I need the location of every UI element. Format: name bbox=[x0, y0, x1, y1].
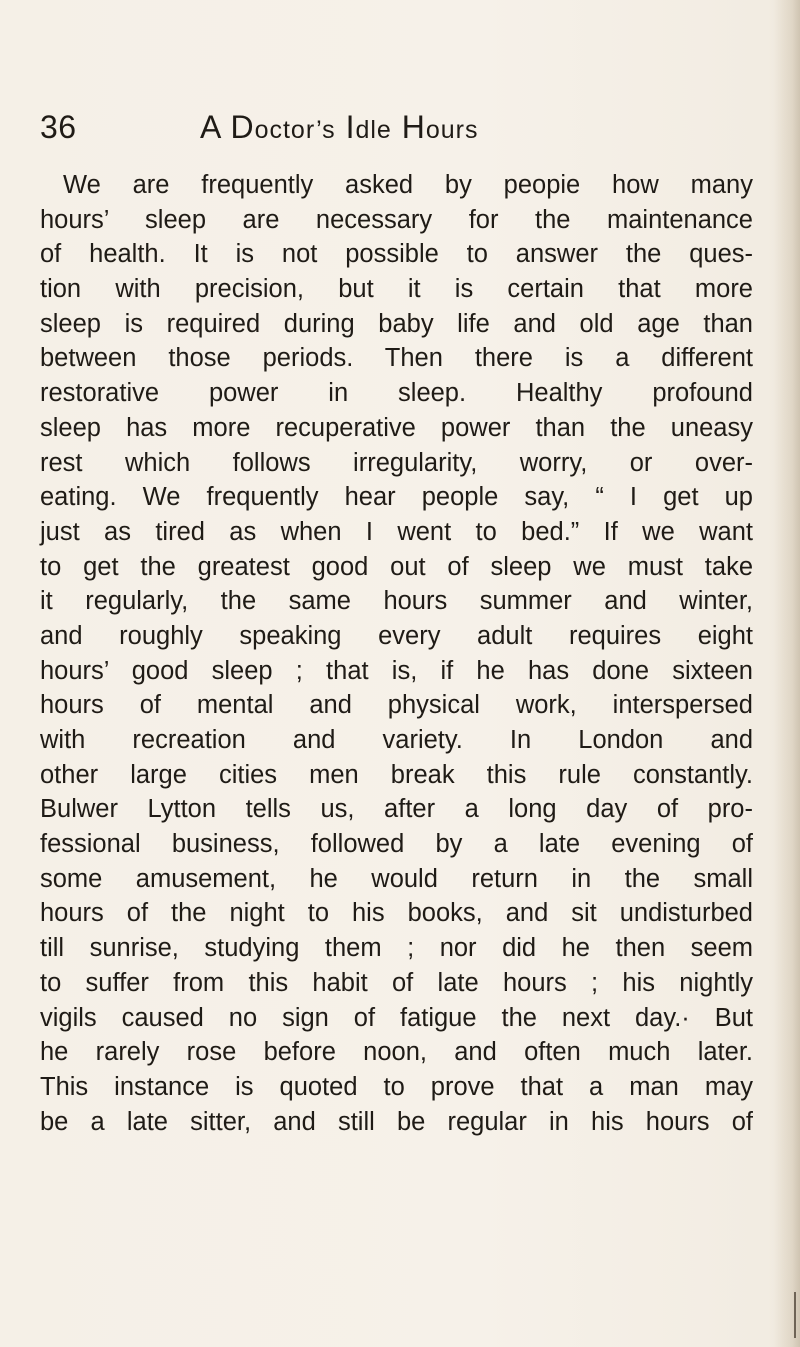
text-line: hours’ sleep are necessary for the maintenance bbox=[40, 205, 753, 234]
text-line: This instance is quoted to prove that a man may bbox=[40, 1072, 753, 1101]
body-paragraph bbox=[40, 168, 753, 1139]
title-word: Idle bbox=[345, 109, 392, 145]
page-edge-mark bbox=[794, 1292, 796, 1338]
text-line: some amusement, he would return in the small bbox=[40, 864, 753, 893]
text-line: it regularly, the same hours summer and winter, bbox=[40, 587, 753, 616]
text-line: of health. It is not possible to answer the ques- bbox=[40, 240, 753, 269]
text-line: hours of mental and physical work, interspersed bbox=[40, 691, 753, 720]
text-line: fessional business, followed by a late evening of bbox=[40, 830, 753, 859]
text-line: and roughly speaking every adult requires eight bbox=[40, 621, 753, 650]
page-edge-shadow bbox=[774, 0, 800, 1347]
title-word: Hours bbox=[401, 109, 479, 145]
text-line: vigils caused no sign of fatigue the next day.· But bbox=[40, 1003, 753, 1032]
title-word: A bbox=[200, 109, 221, 145]
text-line: till sunrise, studying them ; nor did he then seem bbox=[40, 934, 753, 963]
text-line: eating. We frequently hear people say, “ I get up bbox=[40, 483, 753, 512]
text-line: sleep has more recuperative power than the uneasy bbox=[40, 413, 753, 442]
text-line: with recreation and variety. In London and bbox=[40, 726, 753, 754]
title-word: Doctor’s bbox=[230, 109, 336, 145]
text-line: rest which follows irregularity, worry, or over- bbox=[40, 448, 753, 477]
text-line: hours of the night to his books, and sit undisturbed bbox=[40, 899, 753, 928]
text-line: other large cities men break this rule constantly. bbox=[40, 760, 753, 789]
text-line: Bulwer Lytton tells us, after a long day of pro- bbox=[40, 795, 753, 824]
text-line: We are frequently asked by peopie how many bbox=[63, 171, 753, 199]
text-line: tion with precision, but it is certain that more bbox=[40, 275, 753, 304]
text-line: sleep is required during baby life and old age than bbox=[40, 309, 753, 338]
running-title bbox=[200, 107, 478, 150]
text-line: restorative power in sleep. Healthy profound bbox=[40, 379, 753, 408]
text-line: be a late sitter, and still be regular in his hours of bbox=[40, 1107, 753, 1136]
text-line: to suffer from this habit of late hours ; his nightly bbox=[40, 968, 753, 997]
text-line: between those periods. Then there is a different bbox=[40, 344, 753, 373]
text-line: hours’ good sleep ; that is, if he has done sixteen bbox=[40, 656, 753, 685]
text-line: he rarely rose before noon, and often much later. bbox=[40, 1038, 753, 1067]
text-line: just as tired as when I went to bed.” If we want bbox=[40, 517, 753, 546]
running-header bbox=[40, 107, 760, 147]
page-number: 36 bbox=[40, 109, 77, 145]
text-line: to get the greatest good out of sleep we must take bbox=[40, 552, 753, 581]
